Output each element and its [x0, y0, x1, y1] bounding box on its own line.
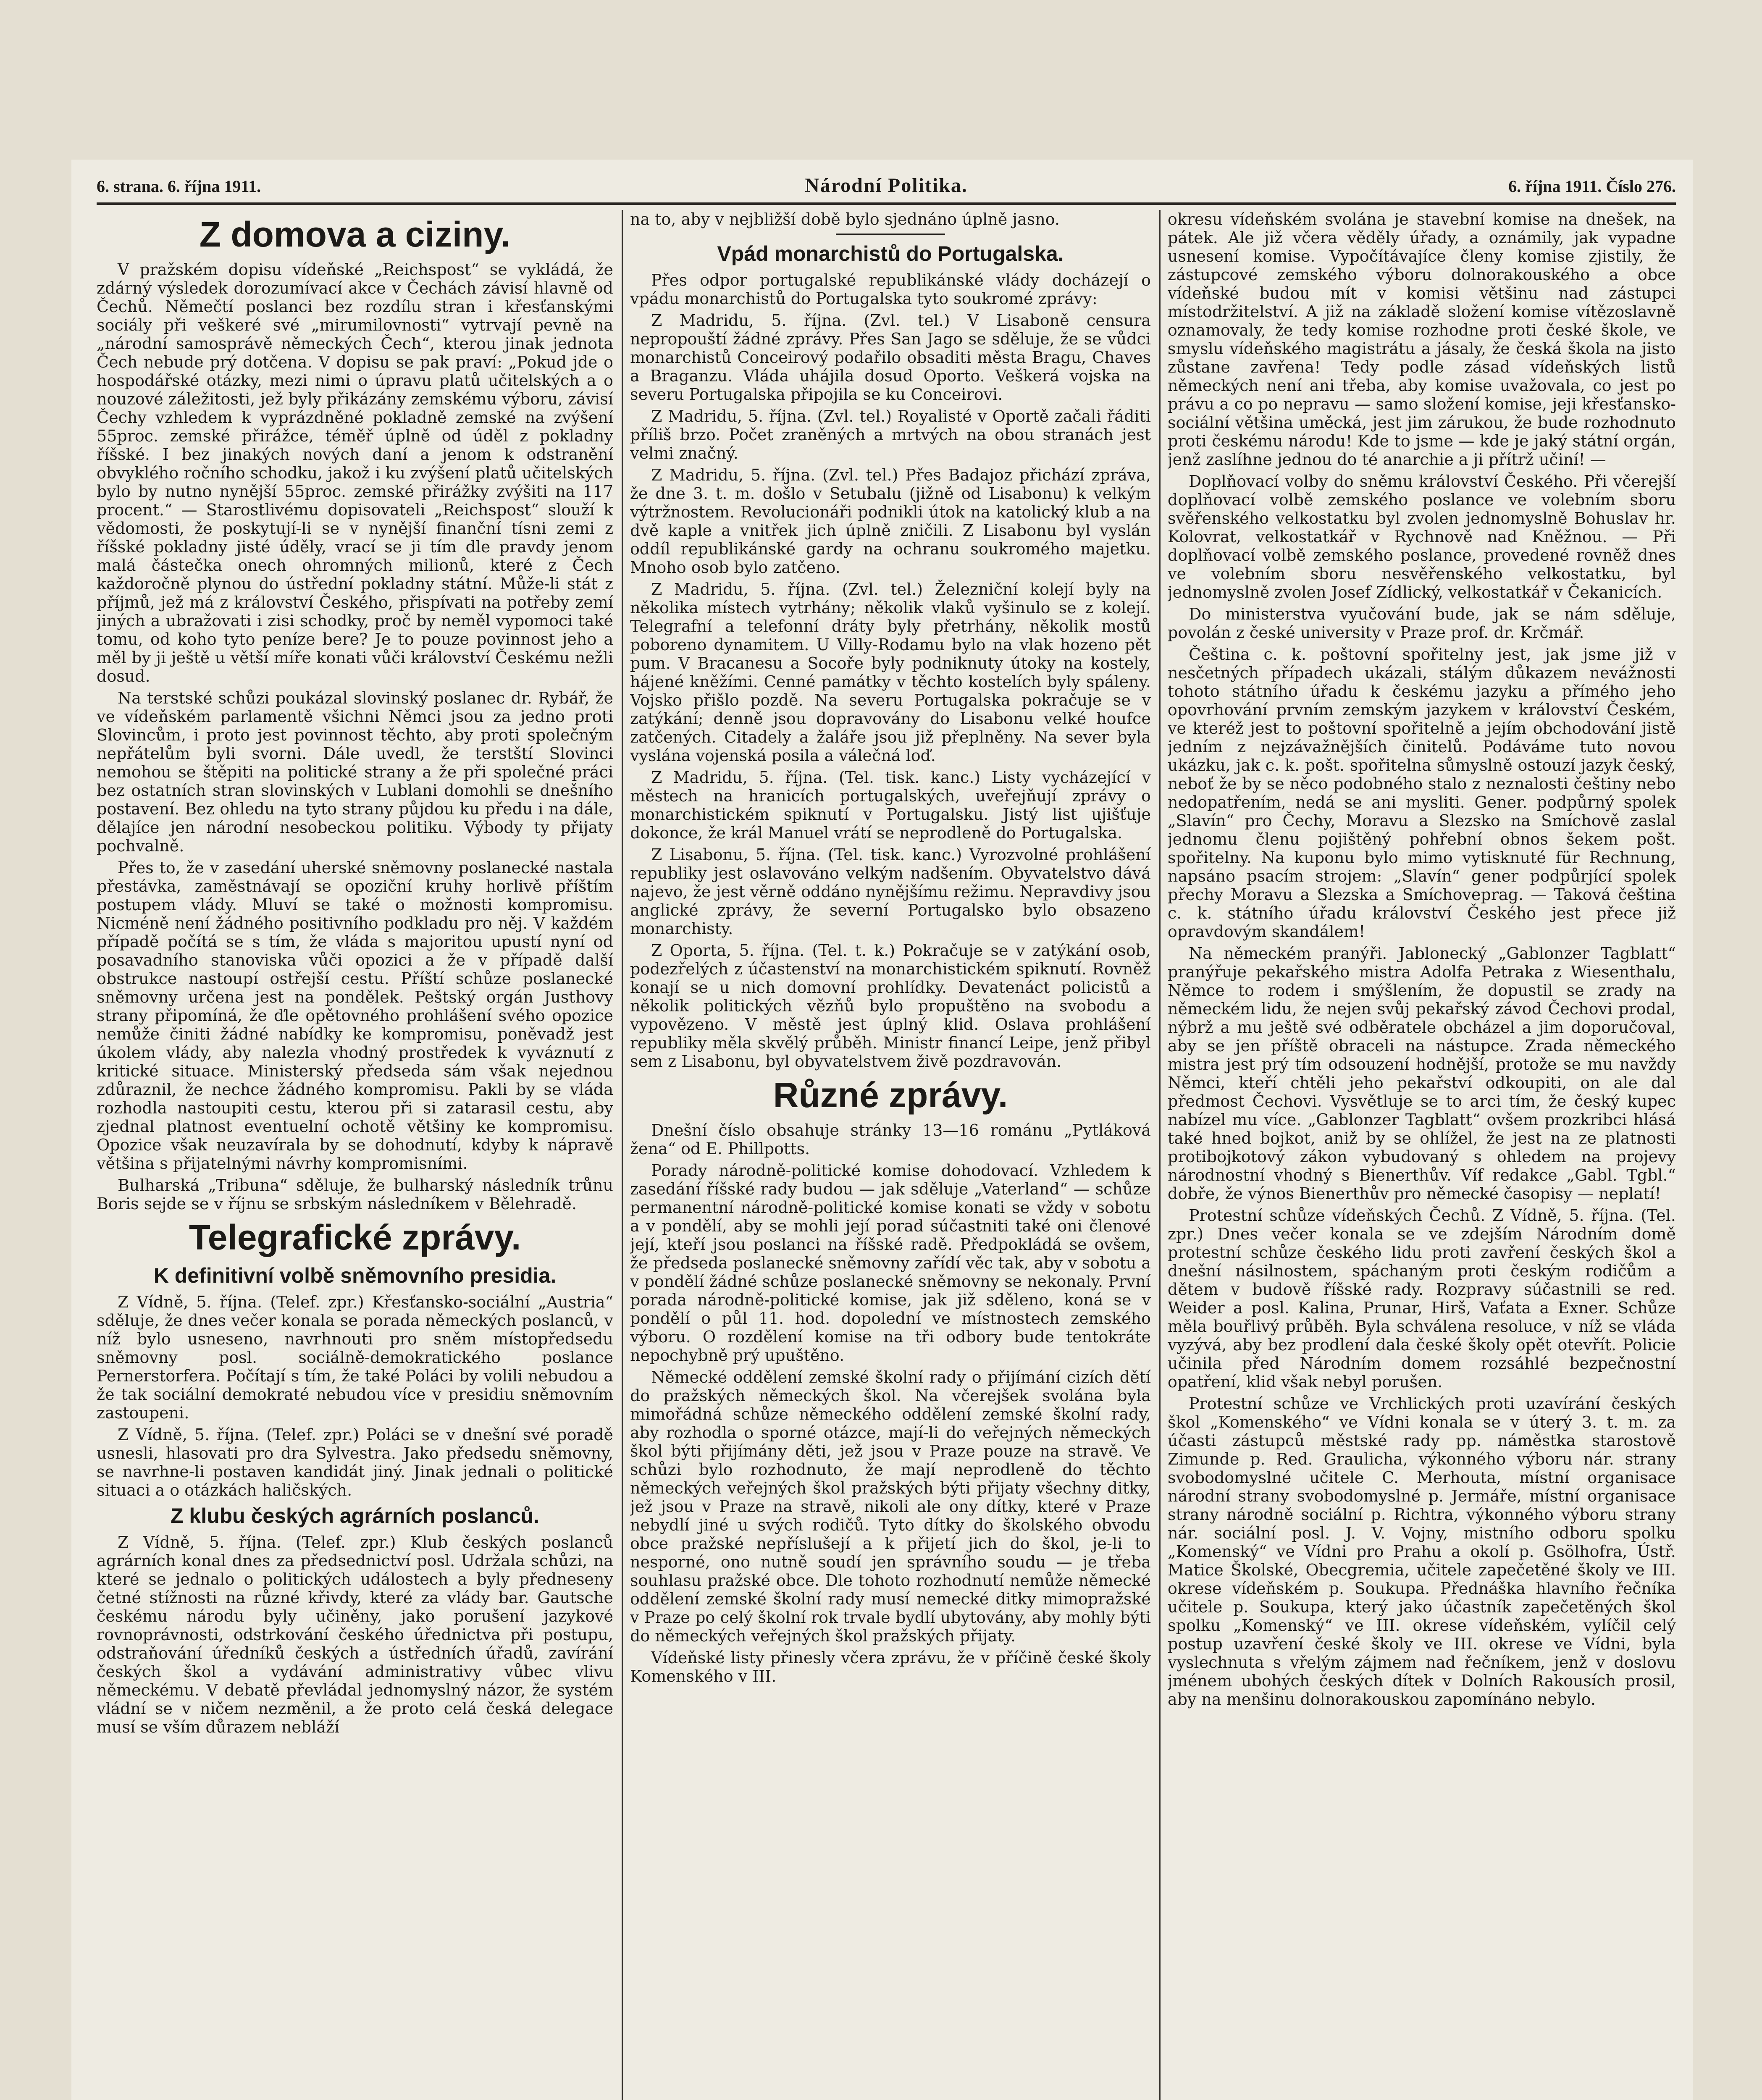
column-2: [630, 210, 1151, 2100]
article-paragraph: Z Vídně, 5. října. (Telef. zpr.) Klub českých poslanců agrárních konal dnes za předsednictví posl. Udržala schůzi, na které se jednalo o politických událostech a byly předneseny četné stížnosti na různé křivdy, které za vlády bar. Gautsche českému národu byly učiněny, jako porušení jazykové rovnoprávnosti, odstrkování českého úřednictva při postupu, odstraňování úředníků českých a ústředních úřadů, zavírání českých škol a vydávání administrativy vůbec vlivu německému. V debatě převládal jednomyslný názor, že systém vládní se v ničem nezměnil, a že proto celá česká delegace musí se vším důrazem nebláží: [97, 1533, 613, 1736]
header-rule: [97, 202, 1676, 205]
article-paragraph: Protestní schůze ve Vrchlických proti uzavírání českých škol „Komenského“ ve Vídni konala se v úterý 3. t. m. za účasti zástupců městské rady pp. náměstka starostově Zimunde p. Red. Graulicha, výkonného výboru nár. strany svobodomyslné učitele C. Merhouta, místní organisace národní strany svobodomyslné p. Jermáře, místní organisace strany národně sociální p. Richtra, výkonného výboru strany nár. sociální posl. J. V. Vojny, mistního odboru spolku „Komenský“ ve Vídni pro Prahu a okolí p. Gsölhofra, Ústř. Matice Školské, Obecgremia, učitele zapečetěné školy ve III. okrese vídeňském p. Soukupa. Přednáška hlavního řečníka učitele p. Soukupa, který jako účastník zapečetěných škol spolku „Komenský“ ve III. okrese vídeňském, vylíčil celý postup uzavření české školy ve III. okrese ve Vídni, byla vyslechnuta s vřelým zájmem nad řečníkem, jenž v doslovu jménem ubohých českých dítek v Dolních Rakousích prosil, aby na menšinu dolnorakouskou zapomínáno nebylo.: [1168, 1394, 1676, 1709]
article-paragraph: Přes to, že v zasedání uherské sněmovny poslanecké nastala přestávka, zaměstnávají se opoziční kruhy horlivě příštím postupem vlády. Mluví se také o možnosti kompromisu. Nicméně není žádného positivního podkladu pro něj. V každém případě počítá se s tím, že vláda s majoritou upustí nyní od posavadního stanoviska vůči opozici a že v případě další obstrukce nastoupí ostřejší cestu. Příští schůze poslanecké sněmovny určena jest na pondělek. Peštský orgán Justhovy strany připomíná, že ďle opětovného prohlášení svého opozice nemůže činiti žádné nabídky ke kompromisu, poněvadž jest úkolem vlády, aby nalezla vhodný prostředek k vyváznutí z kritické situace. Ministerský předseda sám však nejednou zdůraznil, že nechce žádného kompromisu. Pakli by se vláda rozhodla nastoupiti cestu, kterou při si zatarasil cestu, aby zjednal platnost eventuelní ochotě většiny ke kompromisu. Opozice však neuzavírala by se dohodnutí, kdyby k nápravě většina s přijatelnými návrhy kompromisními.: [97, 858, 613, 1173]
column-divider: [1159, 210, 1161, 2100]
column-1: [97, 210, 613, 2100]
article-paragraph: na to, aby v nejbližší době bylo sjednáno úplně jasno.: [630, 210, 1060, 228]
newspaper-page: [71, 160, 1693, 2100]
article-paragraph: Bulharská „Tribuna“ sděluje, že bulharský následník trůnu Boris sejde se v říjnu se srbským následníkem v Bělehradě.: [97, 1176, 613, 1213]
section-heading-telegraph: Telegrafické zprávy.: [189, 1218, 521, 1257]
column-divider: [622, 210, 623, 2100]
article-paragraph: Doplňovací volby do sněmu království Českého. Při včerejší doplňovací volbě zemského poslance ve volebním sboru svěřenského velkostatku byl zvolen jednomyslně Bohuslav hr. Kolovrat, velkostatkář v Rychnově nad Kněžnou. — Při doplňovací volbě zemského poslance, provedené rovněž dnes ve volebním sboru nesvěřenského velkostatku, byl jednomyslně zvolen Josef Zídlický, velkostatkář v Čekanicích.: [1168, 472, 1676, 601]
article-paragraph: Z Madridu, 5. října. (Zvl. tel.) Přes Badajoz přichází zpráva, že dne 3. t. m. došlo v Setubalu (jižně od Lisabonu) k velkým výtržnostem. Revolucionáři podnikli útok na katolický klub a na dvě kaple a vnitřek jich úplně zničili. Z Lisabonu byl vyslán oddíl republikánské gardy na ochranu soukromého majetku. Mnoho osob bylo zatčeno.: [630, 466, 1151, 577]
article-paragraph: V pražském dopisu vídeňské „Reichspost“ se vykládá, že zdárný výsledek dorozumívací akce v Čechách závisí hlavně od Čechů. Němečtí poslanci bez rozdílu stran i křesťanskými sociály při veškeré své „mirumilovnosti“ vytrvají pevně na „národní samosprávě německých Čech“, kterou jinak jednota Čech nebude prý dotčena. V dopisu se pak praví: „Pokud jde o hospodářské otázky, mezi nimi o úpravu platů učitelských a o nouzové záležitosti, jež byly přikázány zemskému výboru, závisí Čechy vzhledem k vyprázdněné pokladně zemské na zvýšení 55proc. zemské přirážce, téměř úplně od úděl z pokladny říšské. I bez jinakých nových daní a jenom k odstranění obvyklého ročního schodku, jakož i ku zvýšení platů učitelských bylo by nutno nynější 55proc. zemské přirážky zvýšiti na 117 procent.“ — Starostlivému dopisovateli „Reichspost“ slouží k vědomosti, že poskytují-li se v nynější finanční tísni zemi z říšské pokladny jisté úděly, vrací se ji tím dle pravdy jenom malá částečka onech ohromných milionů, které z Čech každoročně plynou do ústřední pokladny státní. Může-li stát z příjmů, jež má z království Českého, přispívati na potřeby zemí jiných a ubražovati i zisi schodky, proč by neměl vypomoci také tomu, od koho tyto peníze bere? Je to pouze povinnost jeho a měl by ji ještě u větší míře konati vůči království Českému nežli dosud.: [97, 260, 613, 685]
section-heading-various: Různé zprávy.: [773, 1075, 1008, 1115]
article-paragraph: Do ministerstva vyučování bude, jak se nám sděluje, povolán z české university v Praze prof. dr. Krčmář.: [1168, 605, 1676, 642]
page-header: [97, 168, 1676, 202]
article-paragraph: Německé oddělení zemské školní rady o přijímání cizích dětí do pražských německých škol. Na včerejšek svolána byla mimořádná schůze německého oddělení zemské školní rady, aby rozhodla o sporné otázce, mají-li do veřejných německých škol býti přijímány děti, jež jsou v Praze pouze na stravě. Ve schůzi bylo rozhodnuto, že mají neprodleně do těchto německých veřejných škol pražských býti přijaty všechny ditky, jež jsou v Praze na stravě, nikoli ale ony dítky, které v Praze nebydlí jiné u svých rodičů. Tyto dítky do školského obvodu obce pražské nepříslušejí a k přijetí jich do škol, je-li to nesporné, ono nutně soudí jen správního soudu — je třeba souhlasu pražské obce. Dle tohoto rozhodnutí nemůže německé oddělení zemské školní rady musí nemecké ditky mimopražské v Praze po celý školní rok trvale bydlí ubytovány, aby mohly býti do německých veřejných škol pražských přijaty.: [630, 1368, 1151, 1645]
article-paragraph: Přes odpor portugalské republikánské vlády docházejí o vpádu monarchistů do Portugalska tyto soukromé zprávy:: [630, 271, 1151, 308]
article-paragraph: Na německém pranýři. Jablonecký „Gablonzer Tagblatt“ pranýřuje pekařského mistra Adolfa Petraka z Wiesenthalu, Němce to rodem i smýšlením, že dopustil se zrady na německém lidu, že nejen svůj pekařský závod Čechovi prodal, nýbrž a mu ještě své odběratele obcházel a jim doporučoval, aby se jen příště obraceli na nástupce. Zrada německého mistra jest prý tím odsouzení hodnější, protože se mu navždy Němci, kteří chtěli jeho pekařství odkoupiti, on ale dal předmost Čechovi. Vysvětluje se to arci tím, že český kupec nabízel mu více. „Gablonzer Tagblatt“ ovšem prozkribci hlásá také hned bojkot, aniž by se ohlížel, že jest na ze platnosti protibojkotový zákon vybudovaný s ohledem na projevy národnostní vhodný s Bienerthův. Víf redakce „Gabl. Tgbl.“ dobře, že výnos Bienerthův pro německé časopisy — neplatí!: [1168, 944, 1676, 1203]
article-paragraph: Z Vídně, 5. října. (Telef. zpr.) Poláci se v dnešní své poradě usnesli, hlasovati pro dra Sylvestra. Jako předsedu sněmovny, se navrhne-li postaven kandidát jiný. Jinak jednali o politické situaci a o otázkách haličských.: [97, 1425, 613, 1499]
article-paragraph: Z Madridu, 5. října. (Zvl. tel.) Royalisté v Oportě začali řáditi příliš brzo. Počet zraněných a mrtvých na obou stranách jest velmi značný.: [630, 407, 1151, 462]
article-paragraph: Protestní schůze vídeňských Čechů. Z Vídně, 5. října. (Tel. zpr.) Dnes večer konala se ve zdejším Národním domě protestní schůze českého lidu proti zavření českých škol a dnešní násilnostem, spáchaným proti českým rodičům a dětem v budově říšské rady. Rozpravy súčastnili se red. Weider a posl. Kalina, Prunar, Hirš, Vaťata a Exner. Schůze měla bouřlivý průběh. Byla schválena resoluce, v níž se vláda vyzývá, aby bez prodlení dala české školy opět otevřít. Policie učinila před Národním domem rozsáhlé bezpečnostní opatření, klid však nebyl porušen.: [1168, 1206, 1676, 1391]
header-date-right: 6. října 1911. Číslo 276.: [1508, 177, 1676, 196]
article-paragraph: Z Madridu, 5. října. (Zvl. tel.) V Lisaboně censura nepropouští žádné zprávy. Přes San Jago se sděluje, že se vůdci monarchistů Conceirový podařilo obsaditi města Bragu, Chaves a Braganzu. Vláda uhájila dosud Oporto. Veškerá vojska na severu Portugalska připojila se ku Conceirovi.: [630, 311, 1151, 404]
column-3: [1168, 210, 1676, 2100]
article-paragraph: Vídeňské listy přinesly včera zprávu, že v příčině české školy Komenského v III.: [630, 1648, 1151, 1685]
article-paragraph: Z Madridu, 5. října. (Tel. tisk. kanc.) Listy vycházející v městech na hranicích portugalských, uveřejňují zprávy o monarchistickém spiknutí v Portugalsku. Jistý list ujišťuje dokonce, že král Manuel vrátí se neprodleně do Portugalska.: [630, 768, 1151, 842]
article-paragraph: Z Madridu, 5. října. (Zvl. tel.) Železniční kolejí byly na několika místech vytrhány; několik vlaků vyšinulo se z kolejí. Telegrafní a telefonní dráty byly přetrhány, několik mostů poboreno dynamitem. U Villy-Rodamu bylo na vlak hozeno pět pum. V Bracanesu a Socoře byly podniknuty útoky na kostely, hájené kněžími. Cenné památky v těchto kostelích byly spáleny. Vojsko přišlo pozdě. Na severu Portugalska pokračuje se v zatýkání; denně jsou dopravovány do Lisabonu velké houfce zatčených. Citadely a žaláře jsou již přeplněny. Na sever byla vyslána vojenská posila a válečná loď.: [630, 580, 1151, 765]
article-paragraph: Dnešní číslo obsahuje stránky 13—16 románu „Pytláková žena“ od E. Phillpotts.: [630, 1121, 1151, 1158]
article-paragraph: Z Vídně, 5. října. (Telef. zpr.) Křesťansko-sociální „Austria“ sděluje, že dnes večer konala se porada německých poslanců, v níž bylo usneseno, navrhnouti pro sněm místopředsedu sněmovny posl. sociálně-demokratického poslance Pernerstorfera. Počítají s tím, že také Poláci by volili nebudou a že tak sociální demokraté nebudou více v presidiu sněmovním zastoupeni.: [97, 1293, 613, 1422]
article-paragraph: Z Lisabonu, 5. října. (Tel. tisk. kanc.) Vyrozvolné prohlášení republiky jest oslavováno velkým nadšením. Obyvatelstvo dává najevo, že jest věrně oddáno nynějšímu režimu. Nepravdivy jsou anglické zprávy, že severní Portugalsko bylo obsazeno monarchisty.: [630, 845, 1151, 938]
subheading-agrarian-club: Z klubu českých agrárních poslanců.: [170, 1504, 540, 1528]
article-paragraph: Z Oporta, 5. října. (Tel. t. k.) Pokračuje se v zatýkání osob, podezřelých z účastenství na monarchistickém spiknutí. Rovněž konají se u nich domovní prohlídky. Devatenáct policistů a několik politických vězňů bylo propuštěno na svobodu a vypovězeno. V městě jest úplný klid. Oslava prohlášení republiky měla skvělý průběh. Ministr financí Leipe, jenž přibyl sem z Lisabonu, byl obyvatelstvem živě pozdravován.: [630, 941, 1151, 1071]
short-divider: [836, 234, 945, 235]
subheading-portugal: Vpád monarchistů do Portugalska.: [717, 242, 1064, 265]
subheading-presidium: K definitivní volbě sněmovního presidia.: [153, 1264, 557, 1287]
header-date-left: 6. strana. 6. října 1911.: [97, 177, 261, 196]
article-paragraph: okresu vídeňském svolána je stavební komise na dnešek, na pátek. Ale již včera věděly úřady, a oznámily, jak vypadne usnesení komise. Vypočítávajíce členy komise zjistily, že zástupcové zemského výboru dolnorakouského a obce vídeňské budou mít v komisi většinu nad zástupci místodržitelství. A již na základě složení komise vítězoslavně oznamovaly, že tedy komise rozhodne proti české škole, ve smyslu vídeňského magistrátu a jásaly, že česká škola na jisto zůstane zavřena! Tedy podle zásad vídeňských listů německých není ani třeba, aby komise uvažovala, co jest po právu a co po nepravu — samo složení komise, jeji křesťansko-sociální většina uměcká, jest jim zárukou, že bude rozhodnuto proti českému národu! Kde to jsme — kde je jaký státní orgán, jenž zaslíhne jednou do té anarchie a ji přítrž učiní! —: [1168, 210, 1676, 469]
masthead-title: Národní Politika.: [805, 174, 968, 197]
article-paragraph: Porady národně-politické komise dohodovací. Vzhledem k zasedání říšské rady budou — jak sděluje „Vaterland“ — schůze permanentní národně-politické komise konati se vždy v sobotu a v pondělí, aby se mohli její porad súčastniti také oni členové její, kteří jsou poslanci na říšské radě. Předpokládá se ovšem, že předseda poslanecké sněmovny zařídí věc tak, aby v sobotu a v pondělí žádné schůze poslanecké sněmovny se nekonaly. První porada národně-politické komise, jak již sděleno, koná se v pondělí o půl 11. hod. dopolední ve místnostech zemského výboru. O rozdělení komise na tři odbory bude tentokráte nepochybně prý upuštěno.: [630, 1161, 1151, 1365]
article-paragraph: Čeština c. k. poštovní spořitelny jest, jak jsme již v nesčetných případech ukázali, stálým důkazem nevážnosti tohoto státního úřadu k českému jazyku a přímého jeho opovrhování prvním zemským jazykem v království Českém, ve kteréž jest to poštovní spořitelně a jejím obchodování jistě jedním z nejzávažnějších činitelů. Podáváme tuto novou ukázku, jak c. k. pošt. spořitelna sůmyslně ostouzí jazyk český, neboť že by se něco podobného stalo z neznalosti češtiny nebo nedopatřením, nedá se ani mysliti. Gener. podpůrný spolek „Slavín“ pro Čechy, Moravu a Slezsko na Smíchově zaslal jednomu členu pojištěný pohřební obnos šekem pošt. spořitelny. Na kuponu bylo mimo vytisknuté für Rechnung, napsáno psacím strojem: „Slavín“ gener podpůrjící spolek přechy Moravu a Slezska a Smíchoveprag. — Taková čeština c. k. státního úřadu království Českého jest přece již opravdovým skandálem!: [1168, 645, 1676, 941]
section-heading-domestic: Z domova a ciziny.: [199, 215, 511, 254]
article-paragraph: Na terstské schůzi poukázal slovinský poslanec dr. Rybář, že ve vídeňském parlamentě všichni Němci jsou za jedno proti Slovincům, i proto jest povinnost těchto, aby proti společným nepřátelům byli svorni. Dále uvedl, že terstští Slovinci nemohou se štěpiti na politické strany a že při společné práci bez ostatních stran slovinských v Lublani domohli se dnešního postavení. Bez ohledu na tyto strany půjdou ku předu i na dále, dělajíce jen národní nesobeckou politiku. Výbody ty přijaty pochvalně.: [97, 689, 613, 855]
